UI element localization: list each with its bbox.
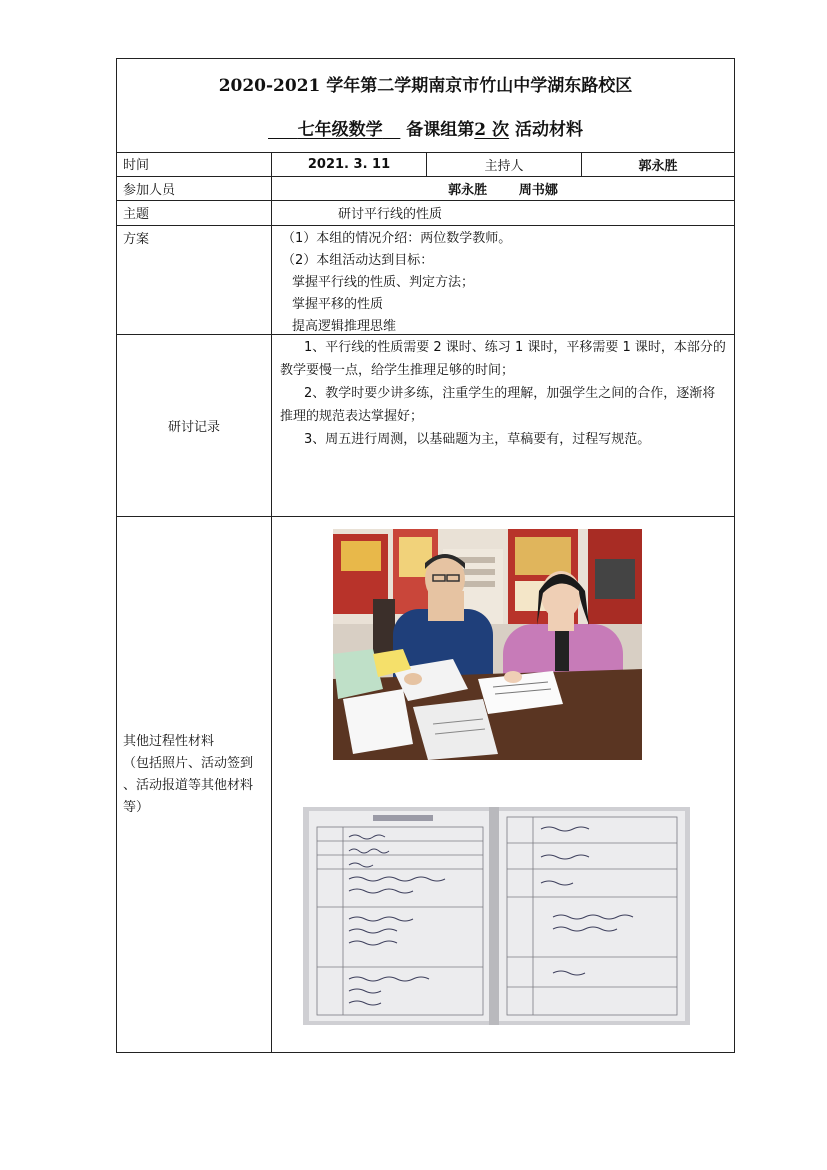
- plan-label: 方案: [117, 226, 272, 334]
- plan-line: （2）本组活动达到目标：: [282, 253, 434, 268]
- host-label: 主持人: [427, 152, 582, 176]
- time-row: [117, 152, 734, 177]
- record-row: [117, 335, 734, 517]
- topic-value: 研讨平行线的性质: [338, 207, 443, 222]
- plan-line: 掌握平行线的性质、判定方法；: [292, 275, 475, 290]
- time-value: 2021. 3. 11: [272, 152, 427, 176]
- meeting-photo: [333, 529, 642, 760]
- plan-line: 掌握平移的性质: [292, 297, 384, 312]
- group-label: 备课组第: [406, 120, 475, 140]
- document-subtitle: [117, 115, 734, 140]
- activity-suffix: 活动材料: [514, 120, 583, 140]
- title-cell: [117, 59, 734, 153]
- plan-row: [117, 226, 734, 335]
- other-materials-note: （包括照片、活动签到 、活动报道等其他材料等）: [123, 756, 254, 815]
- record-paragraph: 2、教学时要少讲多练，注重学生的理解，加强学生之间的合作，逐渐将推理的规范表达掌握好；: [280, 386, 716, 424]
- plan-line: （1）本组的情况介绍：两位数学教师。: [282, 231, 512, 246]
- other-materials-row: [117, 517, 734, 1052]
- plan-content: [272, 226, 734, 334]
- other-materials-content: [272, 517, 734, 1052]
- grade-subject: 七年级数学: [297, 120, 383, 140]
- sign-in-notebook-photo: [303, 807, 690, 1025]
- record-content: [272, 335, 734, 516]
- document-title: 2020-2021 学年第二学期南京市竹山中学湖东路校区: [218, 76, 633, 96]
- activity-number: 2 次: [474, 120, 510, 140]
- topic-label: 主题: [117, 201, 272, 225]
- record-paragraph: 3、周五进行周测，以基础题为主，草稿要有，过程写规范。: [304, 432, 651, 447]
- plan-line: 提高逻辑推理思维: [292, 319, 397, 334]
- participants-label: 参加人员: [117, 177, 272, 200]
- activity-record-form: [116, 58, 735, 1053]
- record-label: 研讨记录: [117, 335, 272, 516]
- topic-row: [117, 201, 734, 226]
- host-value: 郭永胜: [638, 158, 678, 174]
- other-materials-label: 其他过程性材料: [123, 734, 215, 749]
- other-materials-label-cell: [117, 517, 272, 1052]
- time-label: 时间: [117, 152, 272, 176]
- participants-row: [117, 177, 734, 201]
- participants-value: 郭永胜 周书娜: [448, 183, 558, 198]
- record-paragraph: 1、平行线的性质需要 2 课时、练习 1 课时，平移需要 1 课时，本部分的教学要慢一点，给学生推理足够的时间；: [280, 340, 726, 378]
